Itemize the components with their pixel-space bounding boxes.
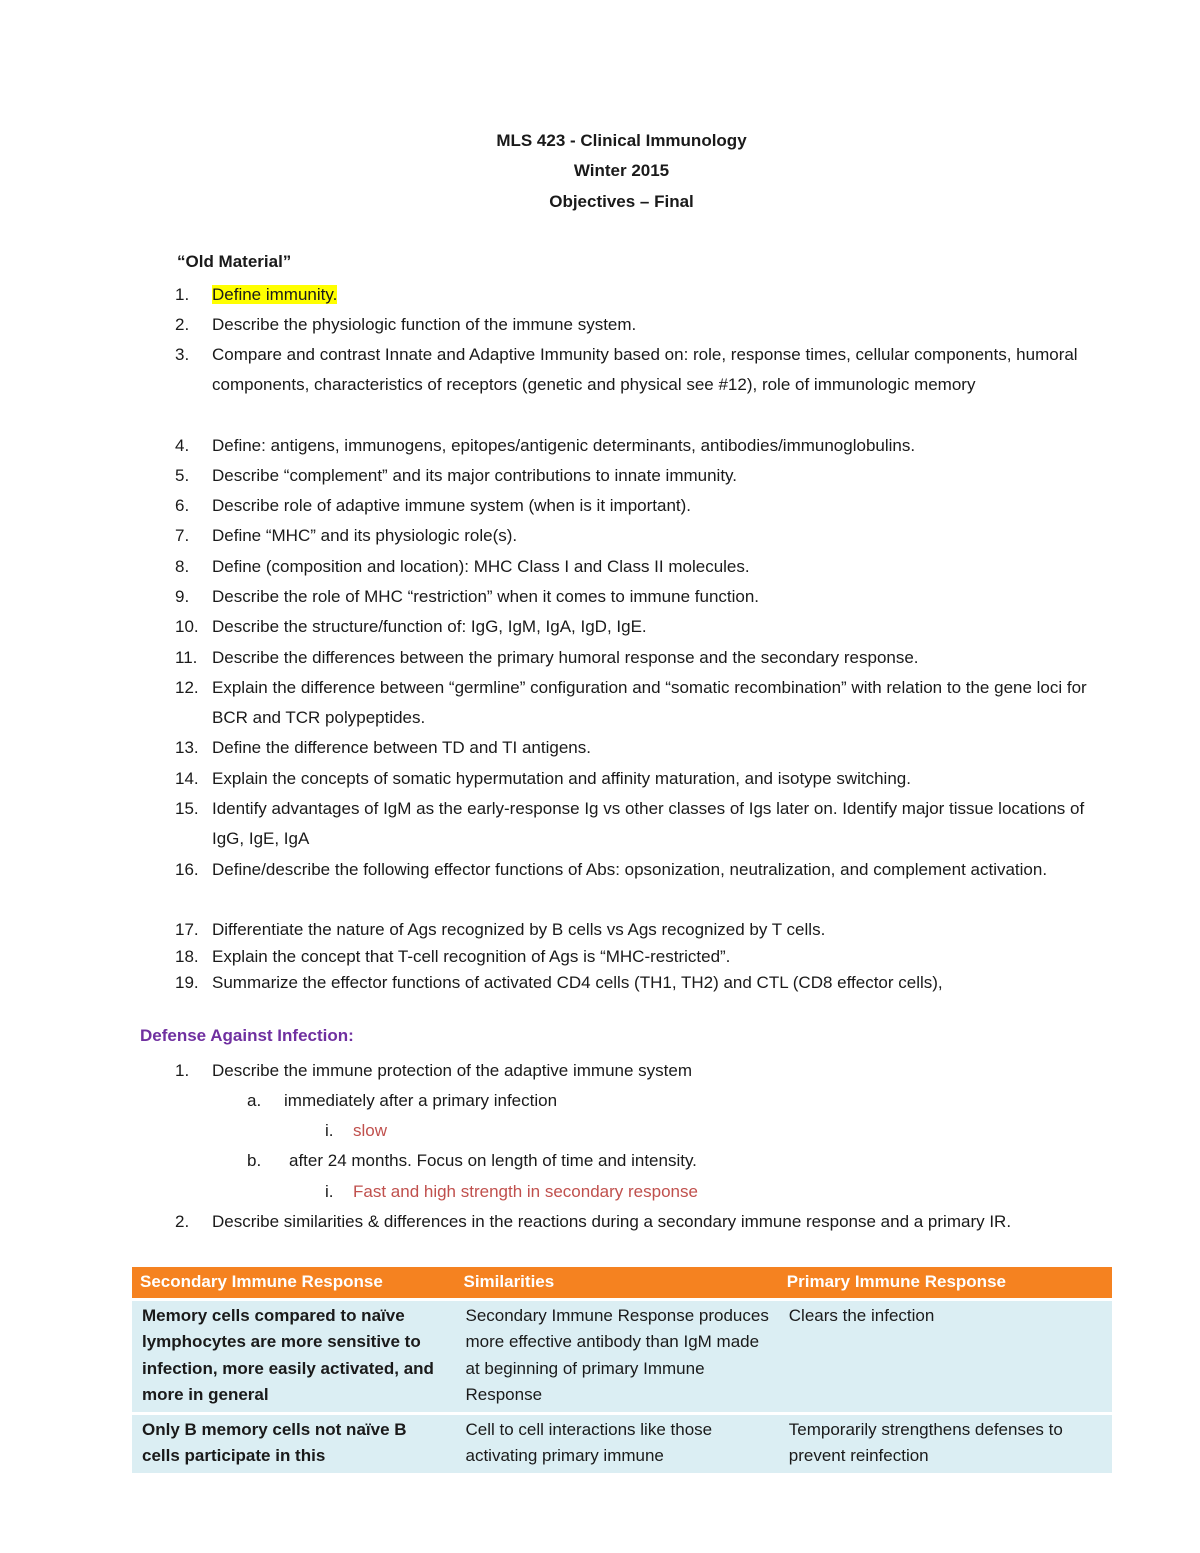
table-row	[132, 1413, 1112, 1474]
item-text: Identify advantages of IgM as the early-response Ig vs other classes of Igs later on. Identify major tissue locations of IgG, IgE, IgA	[212, 799, 1085, 849]
term-title: Winter 2015	[573, 161, 670, 180]
list-item	[175, 280, 1110, 310]
list-item	[175, 794, 1110, 855]
item-text: Describe the differences between the primary humoral response and the secondary response.	[212, 648, 919, 667]
list-item	[175, 310, 1110, 340]
item-number: 10.	[175, 617, 199, 636]
item-number: 9.	[175, 587, 190, 606]
item-number: 7.	[175, 526, 190, 545]
sub-item-b-label: b.	[247, 1151, 262, 1170]
item-text: Define (composition and location): MHC Class I and Class II molecules.	[212, 557, 750, 576]
item-text: Describe similarities & differences in the reactions during a secondary immune response and a primary IR.	[212, 1212, 1012, 1231]
table-cell: Cell to cell interactions like those activating primary immune	[455, 1413, 778, 1474]
table-row	[132, 1299, 1112, 1413]
item-number: 14.	[175, 769, 199, 788]
list-item	[175, 431, 1110, 461]
table-header-row	[132, 1267, 1112, 1299]
list-item	[175, 552, 1110, 582]
objectives-title: Objectives – Final	[549, 192, 694, 211]
list-item	[175, 915, 1110, 945]
item-number: 6.	[175, 496, 190, 515]
item-text: Describe the role of MHC “restriction” when it comes to immune function.	[212, 587, 760, 606]
list-item	[175, 968, 1110, 998]
item-number: 2.	[175, 315, 190, 334]
sub-item-a-i-label: i.	[325, 1121, 334, 1140]
list-item	[175, 340, 1110, 401]
item-number: 15.	[175, 799, 199, 818]
column-header-similarities: Similarities	[455, 1267, 778, 1299]
answer-text: slow	[353, 1121, 388, 1140]
table-cell: Clears the infection	[779, 1299, 1112, 1413]
comparison-table	[132, 1267, 1112, 1476]
sub-item-a-label: a.	[247, 1091, 262, 1110]
list-item	[175, 491, 1110, 521]
list-item	[175, 461, 1110, 491]
old-material-heading: “Old Material”	[177, 252, 292, 271]
item-number: 12.	[175, 678, 199, 697]
item-number: 5.	[175, 466, 190, 485]
item-text: Compare and contrast Innate and Adaptive Immunity based on: role, response times, cellular components, humoral components, characteristics of receptors (genetic and physical see #12), role of immunologic memory	[212, 345, 1078, 395]
sub-item-b-text: after 24 months. Focus on length of time and intensity.	[289, 1151, 697, 1170]
column-header-secondary: Secondary Immune Response	[132, 1267, 455, 1299]
item-text: Define: antigens, immunogens, epitopes/antigenic determinants, antibodies/immunoglobulins.	[212, 436, 916, 455]
list-item	[175, 673, 1110, 734]
item-number: 13.	[175, 738, 199, 757]
defense-heading: Defense Against Infection:	[140, 1026, 354, 1045]
item-text: Describe “complement” and its major contributions to innate immunity.	[212, 466, 738, 485]
list-item	[175, 764, 1110, 794]
item-number: 18.	[175, 947, 199, 966]
item-number: 1.	[175, 285, 190, 304]
item-number: 16.	[175, 860, 199, 879]
item-text: Describe the immune protection of the adaptive immune system	[212, 1061, 693, 1080]
table-cell: Secondary Immune Response produces more effective antibody than IgM made at beginning of primary Immune Response	[455, 1299, 778, 1413]
answer-text: Fast and high strength in secondary response	[353, 1182, 698, 1201]
list-item	[175, 612, 1110, 642]
table-cell: Only B memory cells not naïve B cells participate in this	[132, 1413, 455, 1474]
item-text: Summarize the effector functions of activated CD4 cells (TH1, TH2) and CTL (CD8 effector cells),	[212, 973, 943, 992]
item-number: 2.	[175, 1212, 190, 1231]
list-item	[175, 1207, 1110, 1237]
item-text: Explain the difference between “germline” configuration and “somatic recombination” with relation to the gene loci for BCR and TCR polypeptides.	[212, 678, 1087, 728]
item-text: Explain the concept that T-cell recognition of Ags is “MHC-restricted”.	[212, 947, 731, 966]
list-item	[175, 733, 1110, 763]
item-text-highlighted: Define immunity.	[212, 285, 338, 304]
item-number: 3.	[175, 345, 190, 364]
sub-item-a-text: immediately after a primary infection	[284, 1091, 558, 1110]
column-header-primary: Primary Immune Response	[779, 1267, 1112, 1299]
item-number: 8.	[175, 557, 190, 576]
item-number: 4.	[175, 436, 190, 455]
course-title: MLS 423 - Clinical Immunology	[496, 131, 747, 150]
list-item	[175, 1056, 1110, 1086]
list-item	[175, 855, 1110, 885]
item-text: Describe the physiologic function of the immune system.	[212, 315, 637, 334]
item-text: Describe the structure/function of: IgG, IgM, IgA, IgD, IgE.	[212, 617, 647, 636]
sub-item-b-i-label: i.	[325, 1182, 334, 1201]
item-text: Define the difference between TD and TI antigens.	[212, 738, 591, 757]
list-item	[175, 643, 1110, 673]
item-text: Define “MHC” and its physiologic role(s).	[212, 526, 518, 545]
list-item	[175, 582, 1110, 612]
item-number: 17.	[175, 920, 199, 939]
item-text: Define/describe the following effector functions of Abs: opsonization, neutralization, and complement activation.	[212, 860, 1048, 879]
item-text: Explain the concepts of somatic hypermutation and affinity maturation, and isotype switching.	[212, 769, 911, 788]
item-number: 1.	[175, 1061, 190, 1080]
table-cell: Memory cells compared to naïve lymphocytes are more sensitive to infection, more easily activated, and more in general	[132, 1299, 455, 1413]
item-text: Differentiate the nature of Ags recognized by B cells vs Ags recognized by T cells.	[212, 920, 826, 939]
list-item	[175, 521, 1110, 551]
item-number: 19.	[175, 973, 199, 992]
table-cell: Temporarily strengthens defenses to prevent reinfection	[779, 1413, 1112, 1474]
item-text: Describe role of adaptive immune system (when is it important).	[212, 496, 692, 515]
item-number: 11.	[175, 648, 198, 667]
